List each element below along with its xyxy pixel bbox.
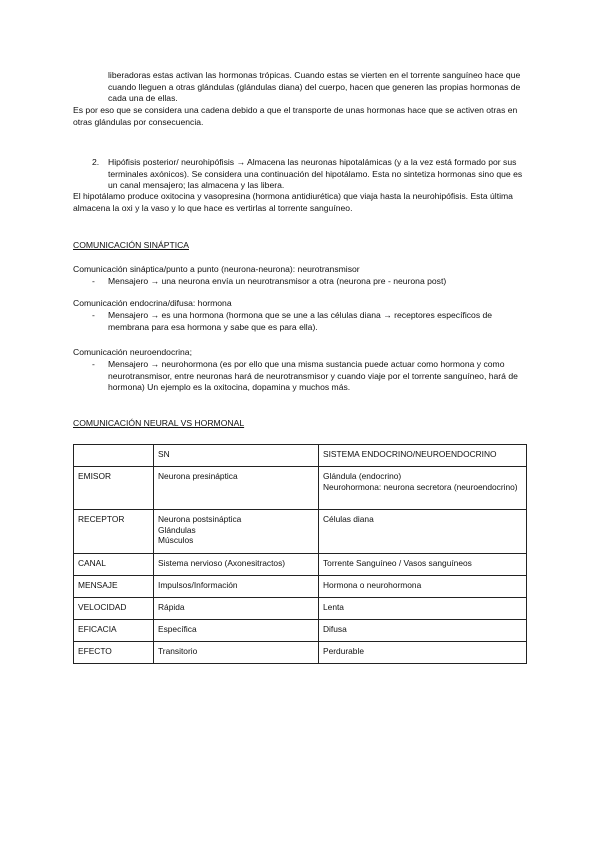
list-item-hipofisis-posterior: Hipófisis posterior/ neurohipófisis → Almacena las neuronas hipotalámicas (y a la vez está formado por sus terminales axónicos). Se considera una continuación del hipotálamo. Esta no sintetiza hormonas sino que es un canal mensajero; las almacena y las libera.	[108, 157, 523, 191]
table-cell-label: CANAL	[74, 554, 154, 576]
list-number-2: 2.	[92, 157, 100, 167]
bullet-mensajero-hormona: Mensajero → es una hormona (hormona que se une a las células diana → receptores específicos de membrana para esa hormona y sabe que es para ella).	[108, 310, 493, 332]
table-cell-sn: Rápida	[154, 598, 319, 620]
table-header-cell: SISTEMA ENDOCRINO/NEUROENDOCRINO	[319, 445, 527, 467]
table-cell-endocrino: Células diana	[319, 510, 527, 554]
table-cell-sn: Específica	[154, 620, 319, 642]
heading-comunicacion-sinaptica: COMUNICACIÓN SINÁPTICA	[73, 240, 190, 250]
table-cell-label: MENSAJE	[74, 576, 154, 598]
bullet-mensajero-neurotransmisor: Mensajero → una neurona envía un neurotransmisor a otra (neurona pre - neurona post)	[108, 276, 447, 286]
bullet-dash: -	[92, 310, 95, 320]
paragraph-cadena: Es por eso que se considera una cadena debido a que el transporte de unas hormonas hace que se activen otras en otras glándulas por consecuencia.	[73, 105, 518, 127]
table-cell-label: EFICACIA	[74, 620, 154, 642]
table-row	[74, 510, 527, 554]
table-row	[74, 598, 527, 620]
section-title-endocrina: Comunicación endocrina/difusa: hormona	[73, 298, 232, 308]
table-header-cell	[74, 445, 154, 467]
table-cell-endocrino: Torrente Sanguíneo / Vasos sanguíneos	[319, 554, 527, 576]
section-title-neuroendocrina: Comunicación neuroendocrina;	[73, 347, 192, 357]
table-cell-sn: Neurona postsináptica Glándulas Músculos	[154, 510, 319, 554]
table-cell-sn: Neurona presináptica	[154, 467, 319, 510]
table-header-cell: SN	[154, 445, 319, 467]
paragraph-liberadoras: liberadoras estas activan las hormonas trópicas. Cuando estas se vierten en el torrente sanguíneo hace que cuando lleguen a otras glándulas (glándulas diana) del cuerpo, hacen que generen las propias hormonas de cada una de ellas.	[108, 70, 521, 104]
table-cell-sn: Impulsos/Información	[154, 576, 319, 598]
table-cell-label: EFECTO	[74, 642, 154, 664]
table-cell-endocrino: Hormona o neurohormona	[319, 576, 527, 598]
table-cell-label: VELOCIDAD	[74, 598, 154, 620]
table-row	[74, 620, 527, 642]
table-row	[74, 576, 527, 598]
table-cell-endocrino: Perdurable	[319, 642, 527, 664]
table-row	[74, 642, 527, 664]
table-cell-sn: Sistema nervioso (Axonesitractos)	[154, 554, 319, 576]
table-row	[74, 554, 527, 576]
bullet-dash: -	[92, 276, 95, 286]
table-cell-label: RECEPTOR	[74, 510, 154, 554]
table-cell-endocrino: Glándula (endocrino) Neurohormona: neurona secretora (neuroendocrino)	[319, 467, 527, 510]
table-row	[74, 467, 527, 510]
table-cell-endocrino: Lenta	[319, 598, 527, 620]
paragraph-hipotalamo: El hipotálamo produce oxitocina y vasopresina (hormona antidiurética) que viaja hasta la neurohipófisis. Esta última almacena la oxi y la vaso y lo que hace es vertirlas al torrente sanguíneo.	[73, 191, 513, 213]
bullet-mensajero-neurohormona: Mensajero → neurohormona (es por ello que una misma sustancia puede actuar como hormona y como neurotransmisor, entre neuronas hará de neurotransmisor y cuando viaje por el torrente sanguíneo, hará de hormona) Un ejemplo es la oxitocina, dopamina y muchos más.	[108, 359, 518, 393]
bullet-dash: -	[92, 359, 95, 369]
heading-neural-vs-hormonal: COMUNICACIÓN NEURAL VS HORMONAL	[73, 418, 245, 428]
comparison-table	[73, 444, 527, 664]
section-title-sinaptica: Comunicación sináptica/punto a punto (neurona-neurona): neurotransmisor	[73, 264, 360, 274]
table-cell-sn: Transitorio	[154, 642, 319, 664]
table-header-row	[74, 445, 527, 467]
table-cell-endocrino: Difusa	[319, 620, 527, 642]
table-cell-label: EMISOR	[74, 467, 154, 510]
